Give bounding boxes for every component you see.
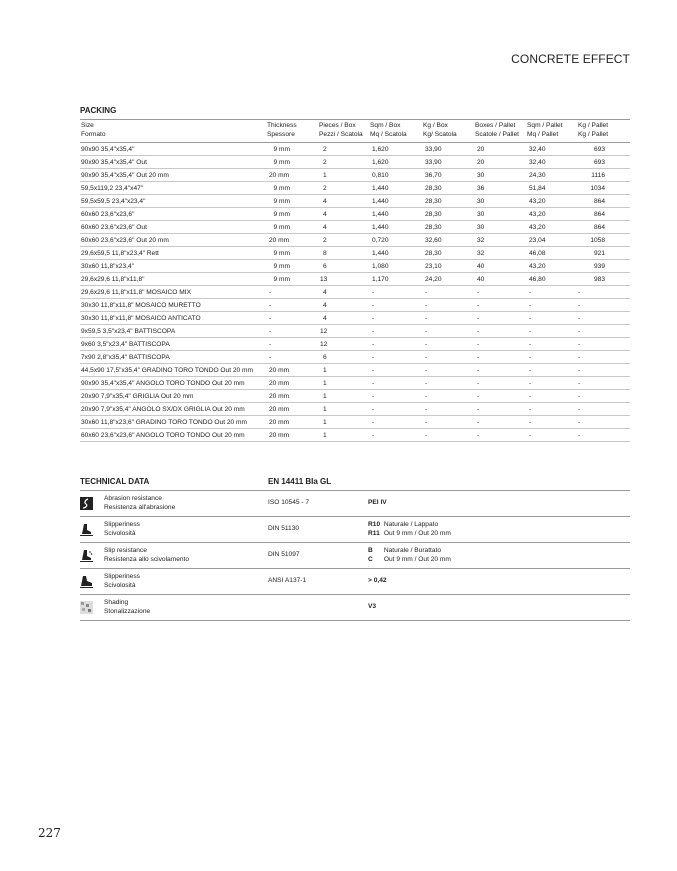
column-header-line: Kg / Pallet xyxy=(578,130,609,138)
table-cell: 90x90 35,4"x35,4" ANGOLO TORO TONDO Out 20 mm xyxy=(80,377,267,390)
table-cell: - xyxy=(370,299,423,312)
table-cell: - xyxy=(370,377,423,390)
value-note: Naturale / Lappato xyxy=(383,521,439,528)
column-header-line: Mq / Scatola xyxy=(370,130,407,138)
table-cell: 40 xyxy=(475,260,527,273)
slipperiness-ansi-icon xyxy=(80,575,93,588)
table-cell: - xyxy=(578,338,630,351)
table-cell: 30x30 11,8"x11,8" MOSAICO MURETTO xyxy=(80,299,267,312)
property-label-it: Scivolosità xyxy=(104,581,136,589)
value-line xyxy=(368,556,630,565)
table-cell: - xyxy=(370,364,423,377)
table-cell: - xyxy=(527,377,578,390)
value-note: Naturale / Burattato xyxy=(383,547,442,554)
table-cell: 9 mm xyxy=(267,156,319,169)
table-cell: 20x90 7,9"x35,4" GRIGLIA Out 20 mm xyxy=(80,390,267,403)
table-cell: 36 xyxy=(475,182,527,195)
table-cell: - xyxy=(423,325,475,338)
table-cell: 20 mm xyxy=(267,403,319,416)
table-cell: 864 xyxy=(578,195,630,208)
table-cell: 43,20 xyxy=(527,260,578,273)
technical-row xyxy=(80,543,630,569)
table-cell: - xyxy=(267,338,319,351)
table-row xyxy=(80,338,630,351)
column-header-line: Pieces / Box xyxy=(319,122,356,129)
value-code: R10 xyxy=(368,521,381,528)
column-header-line: Boxes / Pallet xyxy=(475,122,516,129)
table-cell: 1,620 xyxy=(370,143,423,156)
technical-data-table xyxy=(80,477,630,621)
table-cell: 30x60 11,8"x23,6" GRADINO TORO TONDO Out 20 mm xyxy=(80,416,267,429)
column-header-line: Sqm / Box xyxy=(370,122,401,129)
table-cell: 939 xyxy=(578,260,630,273)
table-cell: 30 xyxy=(475,221,527,234)
table-cell: 30x60 11,8"x23,4" xyxy=(80,260,267,273)
table-cell: 59,5x119,2 23,4"x47" xyxy=(80,182,267,195)
table-cell: 4 xyxy=(319,195,370,208)
table-cell: - xyxy=(527,416,578,429)
column-header-line: Kg/ Scatola xyxy=(423,130,457,138)
value xyxy=(368,543,630,569)
table-cell: - xyxy=(370,429,423,442)
table-row xyxy=(80,208,630,221)
value-line xyxy=(368,603,630,612)
table-row xyxy=(80,286,630,299)
table-cell: - xyxy=(423,338,475,351)
table-cell: 32 xyxy=(475,247,527,260)
table-cell: 864 xyxy=(578,208,630,221)
table-cell: 20 mm xyxy=(267,234,319,247)
table-cell: - xyxy=(578,390,630,403)
table-cell: 46,08 xyxy=(527,247,578,260)
table-cell: 4 xyxy=(319,312,370,325)
table-row xyxy=(80,364,630,377)
table-cell: - xyxy=(423,403,475,416)
table-cell: - xyxy=(527,338,578,351)
table-row xyxy=(80,260,630,273)
table-row xyxy=(80,195,630,208)
table-cell: 29,6x29,6 11,8"x11,8" MOSAICO MIX xyxy=(80,286,267,299)
table-row xyxy=(80,169,630,182)
column-header-line: Spessore xyxy=(267,130,295,138)
slip-resistance-icon xyxy=(80,549,93,562)
table-cell: 9x59,5 3,5"x23,4" BATTISCOPA xyxy=(80,325,267,338)
table-cell: - xyxy=(423,429,475,442)
table-cell: 60x60 23,6"x23,6" ANGOLO TORO TONDO Out 20 mm xyxy=(80,429,267,442)
table-cell: 40 xyxy=(475,273,527,286)
table-cell: 60x60 23,6"x23,6" Out 20 mm xyxy=(80,234,267,247)
table-cell: 46,80 xyxy=(527,273,578,286)
column-header-line: Size xyxy=(81,122,94,129)
table-cell: - xyxy=(527,325,578,338)
column-header xyxy=(578,120,630,143)
table-cell: 44,5x90 17,5"x35,4" GRADINO TORO TONDO Out 20 mm xyxy=(80,364,267,377)
table-cell: 8 xyxy=(319,247,370,260)
table-cell: - xyxy=(267,312,319,325)
value xyxy=(368,569,630,595)
table-row xyxy=(80,143,630,156)
table-cell: - xyxy=(527,312,578,325)
table-cell: - xyxy=(578,286,630,299)
table-cell: 20 mm xyxy=(267,364,319,377)
technical-title: TECHNICAL DATA xyxy=(80,477,268,491)
table-row xyxy=(80,416,630,429)
table-cell: 9 mm xyxy=(267,143,319,156)
norm: DIN 51097 xyxy=(268,543,368,569)
table-cell: 90x90 35,4"x35,4" Out 20 mm xyxy=(80,169,267,182)
table-row xyxy=(80,325,630,338)
table-cell: - xyxy=(578,351,630,364)
technical-standard: EN 14411 BIa GL xyxy=(268,477,630,491)
table-cell: 6 xyxy=(319,351,370,364)
value-line xyxy=(368,577,630,586)
table-cell: - xyxy=(475,429,527,442)
table-cell: 29,6x29,6 11,8"x11,8" xyxy=(80,273,267,286)
property-label-en: Abrasion resistance xyxy=(104,495,162,502)
table-cell: 9 mm xyxy=(267,182,319,195)
table-cell: 30 xyxy=(475,195,527,208)
column-header xyxy=(370,120,423,143)
table-cell: 4 xyxy=(319,208,370,221)
table-cell: 1 xyxy=(319,390,370,403)
table-cell: - xyxy=(370,351,423,364)
column-header-line: Formato xyxy=(81,130,106,138)
table-cell: 9 mm xyxy=(267,221,319,234)
table-cell: - xyxy=(475,364,527,377)
table-cell: 20 mm xyxy=(267,169,319,182)
table-cell: - xyxy=(475,299,527,312)
table-cell: 43,20 xyxy=(527,221,578,234)
value xyxy=(368,491,630,517)
table-cell: - xyxy=(475,377,527,390)
table-cell: 1058 xyxy=(578,234,630,247)
table-cell: - xyxy=(578,364,630,377)
table-cell: 90x90 35,4"x35,4" xyxy=(80,143,267,156)
table-cell: 33,90 xyxy=(423,156,475,169)
norm: ISO 10545 - 7 xyxy=(268,491,368,517)
value-note: Out 9 mm / Out 20 mm xyxy=(383,529,451,537)
technical-row xyxy=(80,491,630,517)
value-line xyxy=(368,547,630,556)
packing-title: PACKING xyxy=(80,106,117,115)
table-row xyxy=(80,377,630,390)
table-cell: - xyxy=(475,403,527,416)
column-header xyxy=(423,120,475,143)
table-cell: - xyxy=(423,377,475,390)
table-row xyxy=(80,273,630,286)
table-cell: 1 xyxy=(319,429,370,442)
table-cell: 0,720 xyxy=(370,234,423,247)
table-cell: - xyxy=(423,416,475,429)
table-cell: 9 mm xyxy=(267,208,319,221)
property-label-it: Scivolosità xyxy=(104,529,136,537)
column-header xyxy=(80,120,267,143)
table-cell: 32 xyxy=(475,234,527,247)
abrasion-icon xyxy=(80,497,93,510)
table-cell: 1,440 xyxy=(370,195,423,208)
table-row xyxy=(80,351,630,364)
table-cell: - xyxy=(578,325,630,338)
table-cell: - xyxy=(267,299,319,312)
column-header-line: Scatole / Pallet xyxy=(475,130,519,138)
value-code: V3 xyxy=(368,603,377,611)
table-cell: 1116 xyxy=(578,169,630,182)
norm: DIN 51130 xyxy=(268,517,368,543)
column-header-line: Sqm / Pallet xyxy=(527,122,563,129)
table-row xyxy=(80,299,630,312)
column-header xyxy=(475,120,527,143)
table-cell: - xyxy=(475,325,527,338)
table-cell: 921 xyxy=(578,247,630,260)
table-cell: - xyxy=(423,286,475,299)
value-code: R11 xyxy=(368,529,380,537)
table-cell: 1034 xyxy=(578,182,630,195)
table-cell: - xyxy=(527,390,578,403)
column-header xyxy=(319,120,370,143)
table-cell: 4 xyxy=(319,299,370,312)
table-cell: 1 xyxy=(319,403,370,416)
table-cell: 2 xyxy=(319,156,370,169)
value xyxy=(368,595,630,621)
table-cell: - xyxy=(527,364,578,377)
table-cell: 30 xyxy=(475,169,527,182)
table-cell: - xyxy=(475,390,527,403)
table-cell: 32,60 xyxy=(423,234,475,247)
table-cell: - xyxy=(370,403,423,416)
table-cell: 28,30 xyxy=(423,221,475,234)
table-cell: - xyxy=(527,351,578,364)
table-row xyxy=(80,312,630,325)
table-row xyxy=(80,429,630,442)
table-cell: - xyxy=(475,351,527,364)
table-cell: - xyxy=(370,416,423,429)
table-cell: 24,30 xyxy=(527,169,578,182)
table-cell: - xyxy=(527,403,578,416)
table-cell: 20 xyxy=(475,143,527,156)
table-cell: 43,20 xyxy=(527,208,578,221)
table-cell: - xyxy=(527,429,578,442)
value-line xyxy=(368,521,630,530)
table-cell: 1,440 xyxy=(370,182,423,195)
table-cell: 20 mm xyxy=(267,390,319,403)
column-header-line: Pezzi / Scatola xyxy=(319,130,363,138)
table-cell: 23,10 xyxy=(423,260,475,273)
table-cell: 20 mm xyxy=(267,429,319,442)
table-cell: 4 xyxy=(319,221,370,234)
property-label-en: Slipperiness xyxy=(104,573,140,580)
technical-row xyxy=(80,595,630,621)
table-cell: 1 xyxy=(319,377,370,390)
table-row xyxy=(80,221,630,234)
table-cell: - xyxy=(370,312,423,325)
table-cell: 33,90 xyxy=(423,143,475,156)
table-cell: - xyxy=(267,286,319,299)
column-header-line: Kg / Pallet xyxy=(578,122,609,129)
table-cell: 12 xyxy=(319,325,370,338)
table-cell: 20 xyxy=(475,156,527,169)
value xyxy=(368,517,630,543)
section-title: CONCRETE EFFECT xyxy=(511,52,630,66)
table-cell: 9x60 3,5"x23,4" BATTISCOPA xyxy=(80,338,267,351)
technical-row xyxy=(80,569,630,595)
table-cell: 60x60 23,6"x23,6" xyxy=(80,208,267,221)
shading-icon xyxy=(80,601,93,614)
table-row xyxy=(80,182,630,195)
table-cell: 1 xyxy=(319,169,370,182)
table-cell: 13 xyxy=(319,273,370,286)
table-cell: 28,30 xyxy=(423,182,475,195)
column-header xyxy=(267,120,319,143)
table-cell: 12 xyxy=(319,338,370,351)
table-cell: 1,440 xyxy=(370,247,423,260)
table-cell: - xyxy=(370,338,423,351)
table-cell: 32,40 xyxy=(527,156,578,169)
packing-table xyxy=(80,119,630,442)
table-cell: - xyxy=(578,403,630,416)
table-cell: - xyxy=(423,390,475,403)
slipperiness-icon xyxy=(80,523,93,536)
property-label-it: Resistenza allo scivolamento xyxy=(104,555,190,563)
value-code: > 0,42 xyxy=(368,577,387,585)
table-cell: 20 mm xyxy=(267,416,319,429)
value-line xyxy=(368,530,630,539)
table-cell: 9 mm xyxy=(267,273,319,286)
table-cell: 28,30 xyxy=(423,195,475,208)
table-cell: 0,810 xyxy=(370,169,423,182)
table-cell: 60x60 23,6"x23,6" Out xyxy=(80,221,267,234)
table-cell: 7x90 2,8"x35,4" BATTISCOPA xyxy=(80,351,267,364)
table-cell: - xyxy=(475,312,527,325)
table-cell: - xyxy=(578,416,630,429)
table-cell: 1,620 xyxy=(370,156,423,169)
table-row xyxy=(80,390,630,403)
table-cell: 20 mm xyxy=(267,377,319,390)
property-label-it: Resistenza all'abrasione xyxy=(104,503,176,511)
table-row xyxy=(80,234,630,247)
table-cell: 51,84 xyxy=(527,182,578,195)
table-cell: - xyxy=(370,286,423,299)
property-label-en: Slip resistance xyxy=(104,547,147,554)
table-cell: 9 mm xyxy=(267,195,319,208)
table-cell: 32,40 xyxy=(527,143,578,156)
table-cell: - xyxy=(578,299,630,312)
table-cell: 2 xyxy=(319,143,370,156)
table-cell: - xyxy=(527,299,578,312)
table-cell: 36,70 xyxy=(423,169,475,182)
table-cell: 1,440 xyxy=(370,221,423,234)
column-header xyxy=(527,120,578,143)
table-cell: - xyxy=(475,338,527,351)
table-cell: 9 mm xyxy=(267,247,319,260)
table-cell: 2 xyxy=(319,234,370,247)
value-code: PEI IV xyxy=(368,499,387,507)
table-cell: 983 xyxy=(578,273,630,286)
norm: ANSI A137-1 xyxy=(268,569,368,595)
table-cell: - xyxy=(370,325,423,338)
table-cell: - xyxy=(578,377,630,390)
table-cell: 1 xyxy=(319,364,370,377)
table-cell: 30x30 11,8"x11,8" MOSAICO ANTICATO xyxy=(80,312,267,325)
table-cell: 864 xyxy=(578,221,630,234)
table-cell: - xyxy=(267,325,319,338)
table-cell: 4 xyxy=(319,286,370,299)
table-cell: - xyxy=(578,429,630,442)
table-cell: 693 xyxy=(578,156,630,169)
value-code: C xyxy=(368,555,373,563)
norm xyxy=(268,595,368,621)
table-row xyxy=(80,247,630,260)
property-label-it: Stonalizzazione xyxy=(104,607,151,615)
table-cell: 1,440 xyxy=(370,208,423,221)
table-cell: - xyxy=(423,351,475,364)
table-cell: 24,20 xyxy=(423,273,475,286)
table-cell: - xyxy=(578,312,630,325)
value-note: Out 9 mm / Out 20 mm xyxy=(383,555,451,563)
column-header-line: Kg / Box xyxy=(423,122,448,129)
table-cell: - xyxy=(423,299,475,312)
table-cell: - xyxy=(475,416,527,429)
technical-row xyxy=(80,517,630,543)
table-cell: - xyxy=(527,286,578,299)
property-label-en: Slipperiness xyxy=(104,521,140,528)
table-row xyxy=(80,403,630,416)
table-cell: - xyxy=(475,286,527,299)
table-cell: 28,30 xyxy=(423,208,475,221)
table-cell: 1,170 xyxy=(370,273,423,286)
table-cell: 29,6x59,5 11,8"x23,4" Rett xyxy=(80,247,267,260)
property-label-en: Shading xyxy=(104,599,129,606)
table-cell: 20x90 7,9"x35,4" ANGOLO SX/DX GRIGLIA Out 20 mm xyxy=(80,403,267,416)
column-header-line: Mq / Pallet xyxy=(527,130,559,138)
table-cell: 693 xyxy=(578,143,630,156)
value-code: B xyxy=(368,547,373,554)
table-cell: - xyxy=(370,390,423,403)
table-cell: 2 xyxy=(319,182,370,195)
table-cell: 9 mm xyxy=(267,260,319,273)
value-line xyxy=(368,499,630,508)
table-cell: 23,04 xyxy=(527,234,578,247)
table-cell: 6 xyxy=(319,260,370,273)
table-cell: - xyxy=(267,351,319,364)
table-cell: 1,080 xyxy=(370,260,423,273)
table-cell: 59,5x59,5 23,4"x23,4" xyxy=(80,195,267,208)
table-cell: 90x90 35,4"x35,4" Out xyxy=(80,156,267,169)
table-cell: - xyxy=(423,312,475,325)
column-header-line: Thickness xyxy=(267,122,297,129)
table-cell: 43,20 xyxy=(527,195,578,208)
table-cell: 30 xyxy=(475,208,527,221)
page-number: 227 xyxy=(38,826,61,840)
table-row xyxy=(80,156,630,169)
table-cell: - xyxy=(423,364,475,377)
table-cell: 1 xyxy=(319,416,370,429)
table-cell: 28,30 xyxy=(423,247,475,260)
